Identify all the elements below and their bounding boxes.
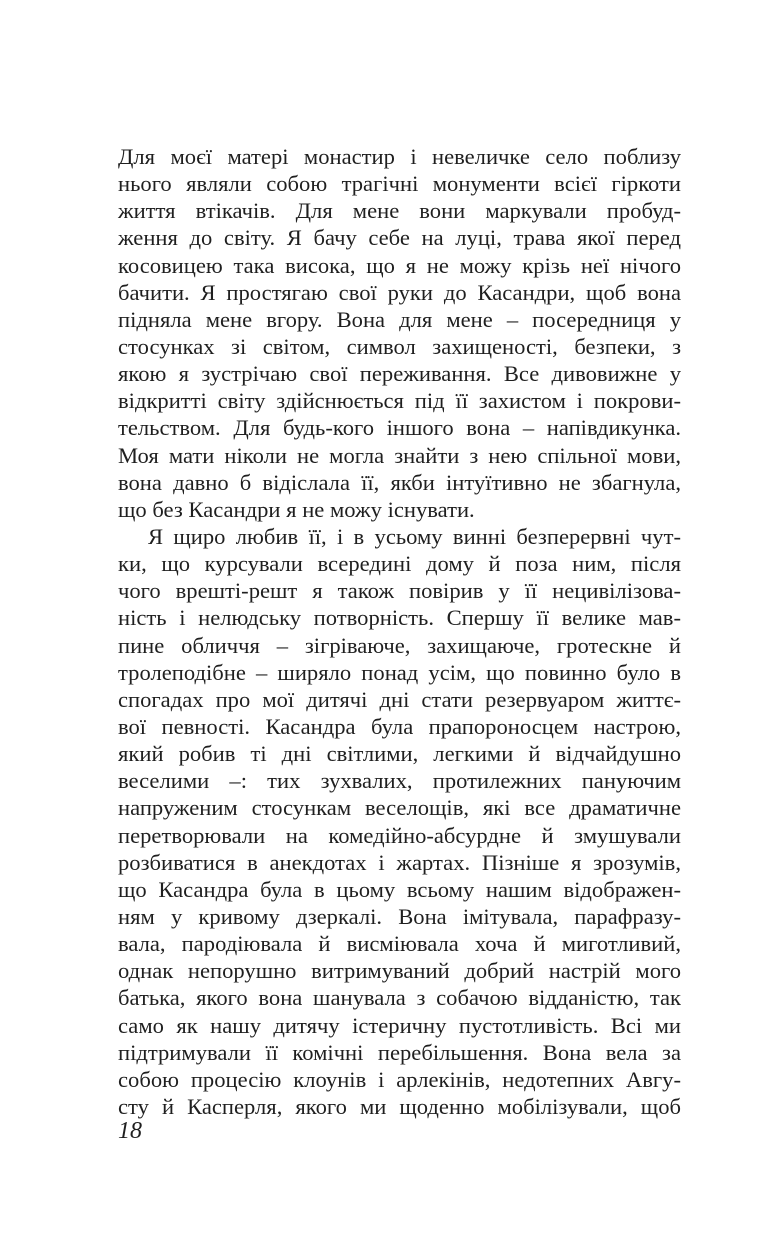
paragraph-1 [118, 143, 681, 523]
text-line: підняла мене вгору. Вона для мене – посередниця у [118, 306, 681, 332]
paragraph-2 [118, 523, 681, 1120]
text-line: якою я зустрічаю свої переживання. Все дивовижне у [118, 361, 681, 387]
text-line: спогадах про мої дитячі дні стати резервуаром життє- [118, 686, 681, 712]
text-line: веселими –: тих зухвалих, протилежних пануючим [118, 768, 681, 794]
text-line: само як нашу дитячу істеричну пустотливість. Всі ми [118, 1012, 681, 1038]
text-line: відкритті світу здійснюється під її захистом і покрови- [118, 388, 681, 414]
text-line: Для моєї матері монастир і невеличке село поблизу [118, 144, 681, 169]
text-line: що без Касандри я не можу існувати. [118, 496, 475, 522]
text-line: бачити. Я простягаю свої руки до Касандри, щоб вона [118, 279, 681, 305]
text-line: розбиватися в анекдотах і жартах. Пізніше я зрозумів, [118, 849, 681, 875]
text-line: косовицею така висока, що я не можу крізь неї нічого [118, 252, 681, 278]
text-line: собою процесію клоунів і арлекінів, недотепних Авгу- [118, 1066, 681, 1092]
text-line: пине обличчя – зігріваюче, захищаюче, гротескне й [118, 632, 681, 658]
text-line: однак непорушно витримуваний добрий настрій мого [118, 958, 681, 984]
text-line: ки, що курсували всередині дому й поза ним, після [118, 551, 681, 577]
body-text [118, 143, 681, 1120]
text-line: ність і нелюдську потворність. Спершу її велике мав- [118, 605, 681, 631]
text-line: що Касандра була в цьому всьому нашим відображен- [118, 876, 681, 902]
text-line: вала, пародіювала й висміювала хоча й миготливий, [118, 931, 681, 957]
text-line: чого врешті-решт я також повірив у її нецивілізова- [118, 578, 681, 604]
text-line: перетворювали на комедійно-абсурдне й змушували [118, 822, 681, 848]
text-line: ням у кривому дзеркалі. Вона імітувала, парафразу- [118, 903, 681, 929]
page-number: 18 [118, 1118, 142, 1144]
text-line: ження до світу. Я бачу себе на луці, трава якої перед [118, 225, 681, 251]
text-line: стосунках зі світом, символ захищеності, безпеки, з [118, 333, 681, 359]
text-line: підтримували її комічні перебільшення. Вона вела за [118, 1039, 681, 1065]
text-line: батька, якого вона шанувала з собачою відданістю, так [118, 985, 681, 1011]
text-line: вона давно б відіслала її, якби інтуїтивно не збагнула, [118, 469, 681, 495]
text-line: тельством. Для будь-кого іншого вона – напівдикунка. [118, 415, 681, 441]
text-line: тролеподібне – ширяло понад усім, що повинно було в [118, 659, 681, 685]
text-line: життя втікачів. Для мене вони маркували пробуд- [118, 198, 681, 224]
text-line: сту й Касперля, якого ми щоденно мобілізували, щоб [118, 1093, 681, 1119]
text-line: Моя мати ніколи не могла знайти з нею спільної мови, [118, 442, 681, 468]
text-line: який робив ті дні світлими, легкими й відчайдушно [118, 741, 681, 767]
text-line: нього являли собою трагічні монументи всієї гіркоти [118, 171, 681, 197]
text-line: Я щиро любив її, і в усьому винні безперервні чут- [148, 523, 681, 549]
text-line: напруженим стосункам веселощів, які все драматичне [118, 795, 681, 821]
text-line: вої певності. Касандра була прапороносцем настрою, [118, 713, 681, 739]
